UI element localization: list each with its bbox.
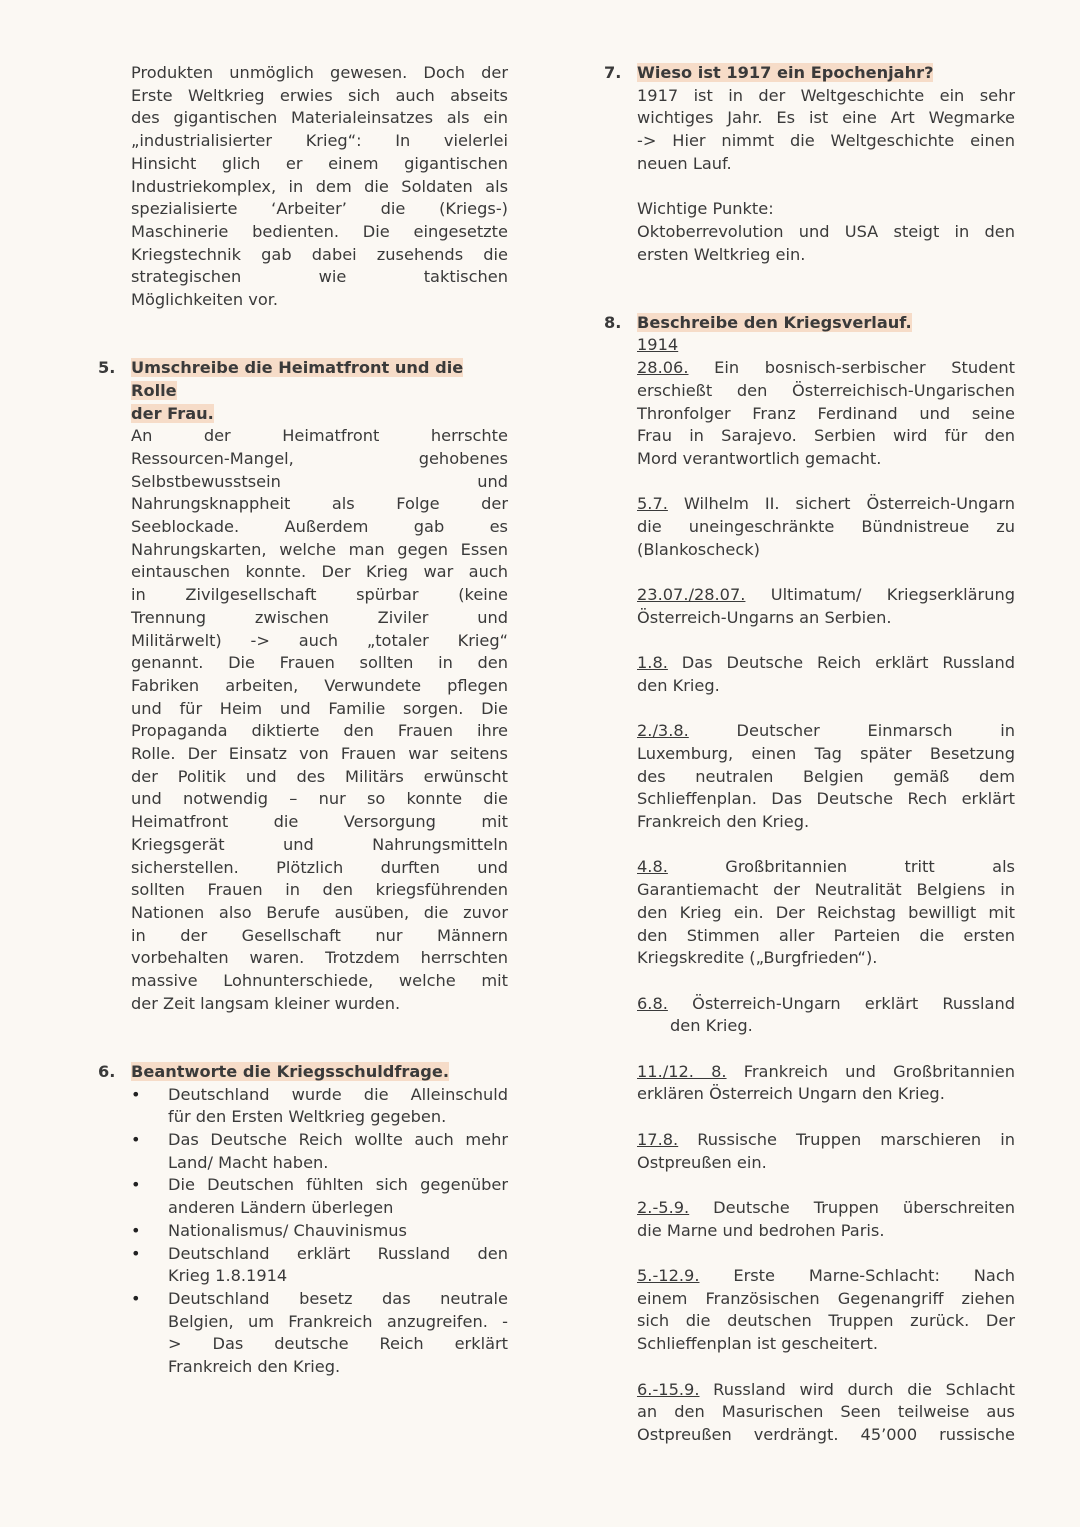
question-6-heading [98, 1061, 508, 1084]
text-line: an den Masurischen Seen teilweise aus [637, 1402, 1015, 1422]
timeline-entry-first-line: 28.06. Ein bosnisch-serbischer Student [637, 358, 1015, 378]
timeline-entry-first-line: 17.8. Russische Truppen marschieren in [637, 1129, 1015, 1149]
text-line: in der Gesellschaft nur Männern [131, 925, 508, 945]
question-title: Beschreibe den Kriegsverlauf. [637, 312, 912, 332]
timeline-entry [637, 652, 1015, 697]
question-number: 6. [98, 1061, 116, 1081]
text-line: Oktoberrevolution und USA steigt in den [637, 221, 1015, 241]
bullet-item [131, 1243, 508, 1288]
question-7-answer [604, 85, 1015, 176]
text-line: der Zeit langsam kleiner wurden. [131, 993, 401, 1013]
timeline-date: 4.8. [637, 857, 668, 877]
question-7-heading [604, 62, 1015, 85]
timeline-entry [637, 357, 1015, 471]
text-line: Trennung zwischen Ziviler und [131, 607, 508, 627]
text-line: Rolle. Der Einsatz von Frauen war seitens [131, 744, 508, 764]
text-line: wichtiges Jahr. Es ist eine Art Wegmarke [637, 108, 1015, 128]
timeline-date: 11./12. 8. [637, 1061, 727, 1081]
text-line: Erste Weltkrieg erwies sich auch abseits [131, 85, 508, 105]
text-line: Frau in Sarajevo. Serbien wird für den [637, 426, 1015, 446]
question-title: Umschreibe die Heimatfront und die Rolle der Frau. [131, 358, 464, 423]
text-line: Schlieffenplan. Das Deutsche Rech erklärt [637, 789, 1015, 809]
text-line: für den Ersten Weltkrieg gegeben. [168, 1107, 447, 1127]
question-5-answer [98, 425, 508, 1015]
timeline-date: 6.8. [637, 993, 668, 1013]
bullet-item [131, 1084, 508, 1129]
timeline-date: 23.07./28.07. [637, 585, 746, 605]
text-line: massive Lohnunterschiede, welche mit [131, 971, 508, 991]
text-line: Frankreich den Krieg. [168, 1357, 341, 1377]
bullet-item [131, 1174, 508, 1219]
question-number: 8. [604, 312, 622, 332]
timeline-date: 5.7. [637, 494, 668, 514]
question-5-heading [98, 357, 508, 425]
timeline-entry [637, 493, 1015, 561]
timeline-entry-first-line: 6.8. Österreich-Ungarn erklärt Russland [637, 993, 1015, 1013]
timeline-entry-first-line: 5.-12.9. Erste Marne-Schlacht: Nach [637, 1266, 1015, 1286]
text-line: und für Heim und Familie sorgen. Die [131, 698, 508, 718]
text-line: neuen Lauf. [637, 153, 732, 173]
text-line: erklären Österreich Ungarn den Krieg. [637, 1084, 945, 1104]
text-line: Ostpreußen verdrängt. 45’000 russische [637, 1424, 1015, 1444]
text-line: Maschinerie bedienten. Die eingesetzte [131, 221, 508, 241]
text-line: sich die deutschen Truppen zurück. Der [637, 1311, 1015, 1331]
text-line: des neutralen Belgien gemäß dem [637, 766, 1015, 786]
text-line: Produkten unmöglich gewesen. Doch der [131, 63, 508, 82]
timeline-entry [637, 1379, 1015, 1447]
text-line: strategischen wie taktischen [131, 267, 508, 287]
timeline-entry-first-line: 4.8. Großbritannien tritt als [637, 857, 1015, 877]
timeline-entry [637, 720, 1015, 834]
right-column [604, 62, 1015, 1447]
text-line: Propaganda diktierte den Frauen ihre [131, 721, 508, 741]
text-line: Kriegsgerät und Nahrungsmitteln [131, 834, 508, 854]
text-line: Schlieffenplan ist gescheitert. [637, 1334, 879, 1354]
text-line: und notwendig – nur so konnte die [131, 789, 508, 809]
question-number: 5. [98, 358, 116, 378]
text-line: Ostpreußen ein. [637, 1152, 767, 1172]
timeline-entry [637, 856, 1015, 970]
timeline-entry-first-line: 5.7. Wilhelm II. sichert Österreich-Ungarn [637, 494, 1015, 514]
timeline-date: 1.8. [637, 653, 668, 673]
intro-paragraph [98, 62, 508, 312]
text-line: Heimatfront die Versorgung mit [131, 812, 508, 832]
text-line: Thronfolger Franz Ferdinand und seine [637, 403, 1015, 423]
timeline-entry-first-line: 23.07./28.07. Ultimatum/ Kriegserklärung [637, 585, 1015, 605]
text-line: vorbehalten waren. Trotzdem herrschten [131, 948, 508, 968]
text-line: den Krieg ein. Der Reichstag bewilligt mit [637, 902, 1015, 922]
bullet-item [131, 1288, 508, 1379]
left-column [98, 62, 508, 1379]
text-line: spezialisierte ‘Arbeiter’ die (Kriegs-) [131, 199, 508, 219]
text-line: erschießt den Österreichisch-Ungarischen [637, 380, 1015, 400]
timeline-entry [637, 1129, 1015, 1174]
text-line: Frankreich den Krieg. [637, 812, 810, 832]
text-line: Seeblockade. Außerdem gab es [131, 517, 508, 537]
timeline-entry [637, 993, 1015, 1038]
timeline-entry [637, 1197, 1015, 1242]
timeline-entry-first-line: 11./12. 8. Frankreich und Großbritannien [637, 1061, 1016, 1081]
text-line: den Krieg. [637, 675, 720, 695]
text-line: • Deutschland besetz das neutrale [168, 1288, 508, 1308]
text-line: 1917 ist in der Weltgeschichte ein sehr [637, 85, 1015, 105]
timeline-date: 5.-12.9. [637, 1266, 700, 1286]
timeline-entry [637, 1061, 1015, 1106]
text-line: Belgien, um Frankreich anzugreifen. - [168, 1311, 508, 1331]
timeline [604, 357, 1015, 1447]
text-line: • Das Deutsche Reich wollte auch mehr [168, 1129, 508, 1149]
timeline-date: 2.-5.9. [637, 1197, 690, 1217]
text-line: Luxemburg, einen Tag später Besetzung [637, 743, 1015, 763]
text-line: genannt. Die Frauen sollten in den [131, 653, 508, 673]
year-heading: 1914 [637, 335, 679, 355]
text-line: den Stimmen aller Parteien die ersten [637, 925, 1015, 945]
text-line: den Krieg. [670, 1016, 753, 1036]
question-title: Wieso ist 1917 ein Epochenjahr? [637, 63, 934, 82]
text-line: einem Französischen Gegenangriff ziehen [637, 1288, 1015, 1308]
text-line: die uneingeschränkte Bündnistreue zu [637, 517, 1015, 536]
question-number: 7. [604, 63, 622, 82]
timeline-date: 28.06. [637, 358, 689, 378]
text-line: „industrialisierter Krieg“: In vielerlei [131, 131, 508, 151]
text-line: des gigantischen Materialeinsatzes als ein [131, 108, 508, 128]
text-line: sollten Frauen in den kriegsführenden [131, 880, 508, 900]
timeline-entry [637, 584, 1015, 629]
text-line: sicherstellen. Plötzlich durften und [131, 857, 508, 877]
text-line: Möglichkeiten vor. [131, 290, 279, 310]
timeline-date: 2./3.8. [637, 721, 689, 741]
timeline-entry-first-line: 6.-15.9. Russland wird durch die Schlacht [637, 1379, 1015, 1399]
text-line: Nationen also Berufe ausüben, die zuvor [131, 902, 508, 922]
text-line: Fabriken arbeiten, Verwundete pflegen [131, 675, 508, 695]
text-line: die Marne und bedrohen Paris. [637, 1220, 885, 1240]
timeline-date: 6.-15.9. [637, 1379, 700, 1399]
question-6-bullet-list [98, 1084, 508, 1379]
bullet-item [131, 1220, 508, 1243]
text-line: -> Hier nimmt die Weltgeschichte einen [637, 131, 1015, 151]
text-line: Land/ Macht haben. [168, 1152, 329, 1172]
text-line: Industriekomplex, in dem die Soldaten als [131, 176, 508, 196]
text-line: Ressourcen-Mangel, gehobenes [131, 448, 508, 468]
text-line: > Das deutsche Reich erklärt [168, 1334, 508, 1354]
bullet-item [131, 1129, 508, 1174]
question-title: Beantworte die Kriegsschuldfrage. [131, 1061, 450, 1081]
text-line: Militärwelt) -> auch „totaler Krieg“ [131, 630, 508, 650]
text-line: Selbstbewusstsein und [131, 471, 508, 491]
text-line: (Blankoscheck) [637, 539, 760, 559]
text-line: • Deutschland wurde die Alleinschuld [168, 1084, 508, 1104]
timeline-entry [637, 1265, 1015, 1356]
important-points-label: Wichtige Punkte: [637, 199, 774, 219]
timeline-date: 17.8. [637, 1129, 679, 1149]
text-line: Österreich-Ungarns an Serbien. [637, 607, 892, 627]
text-line: • Nationalismus/ Chauvinismus [168, 1220, 407, 1240]
timeline-entry-first-line: 2.-5.9. Deutsche Truppen überschreiten [637, 1197, 1015, 1217]
text-line: Nahrungskarten, welche man gegen Essen [131, 539, 508, 559]
text-line: in Zivilgesellschaft spürbar (keine [131, 585, 508, 605]
text-line: eintauschen konnte. Der Krieg war auch [131, 562, 508, 582]
important-points [604, 221, 1015, 266]
text-line: Nahrungsknappheit als Folge der [131, 494, 508, 514]
text-line: Garantiemacht der Neutralität Belgiens in [637, 880, 1015, 900]
text-line: Mord verantwortlich gemacht. [637, 448, 882, 468]
text-line: • Die Deutschen fühlten sich gegenüber [168, 1175, 508, 1195]
text-line: ersten Weltkrieg ein. [637, 244, 806, 264]
text-line: An der Heimatfront herrschte [131, 426, 508, 446]
text-line: • Deutschland erklärt Russland den [168, 1243, 508, 1263]
text-line: anderen Ländern überlegen [168, 1198, 394, 1218]
text-line: Kriegstechnik gab dabei zusehends die [131, 244, 508, 264]
text-line: Hinsicht glich er einem gigantischen [131, 153, 508, 173]
text-line: Krieg 1.8.1914 [168, 1266, 288, 1286]
timeline-entry-first-line: 2./3.8. Deutscher Einmarsch in [637, 721, 1015, 741]
timeline-entry-first-line: 1.8. Das Deutsche Reich erklärt Russland [637, 653, 1015, 673]
text-line: Kriegskredite („Burgfrieden“). [637, 948, 878, 968]
question-8-heading [604, 312, 1015, 335]
text-line: der Politik und des Militärs erwünscht [131, 766, 508, 786]
